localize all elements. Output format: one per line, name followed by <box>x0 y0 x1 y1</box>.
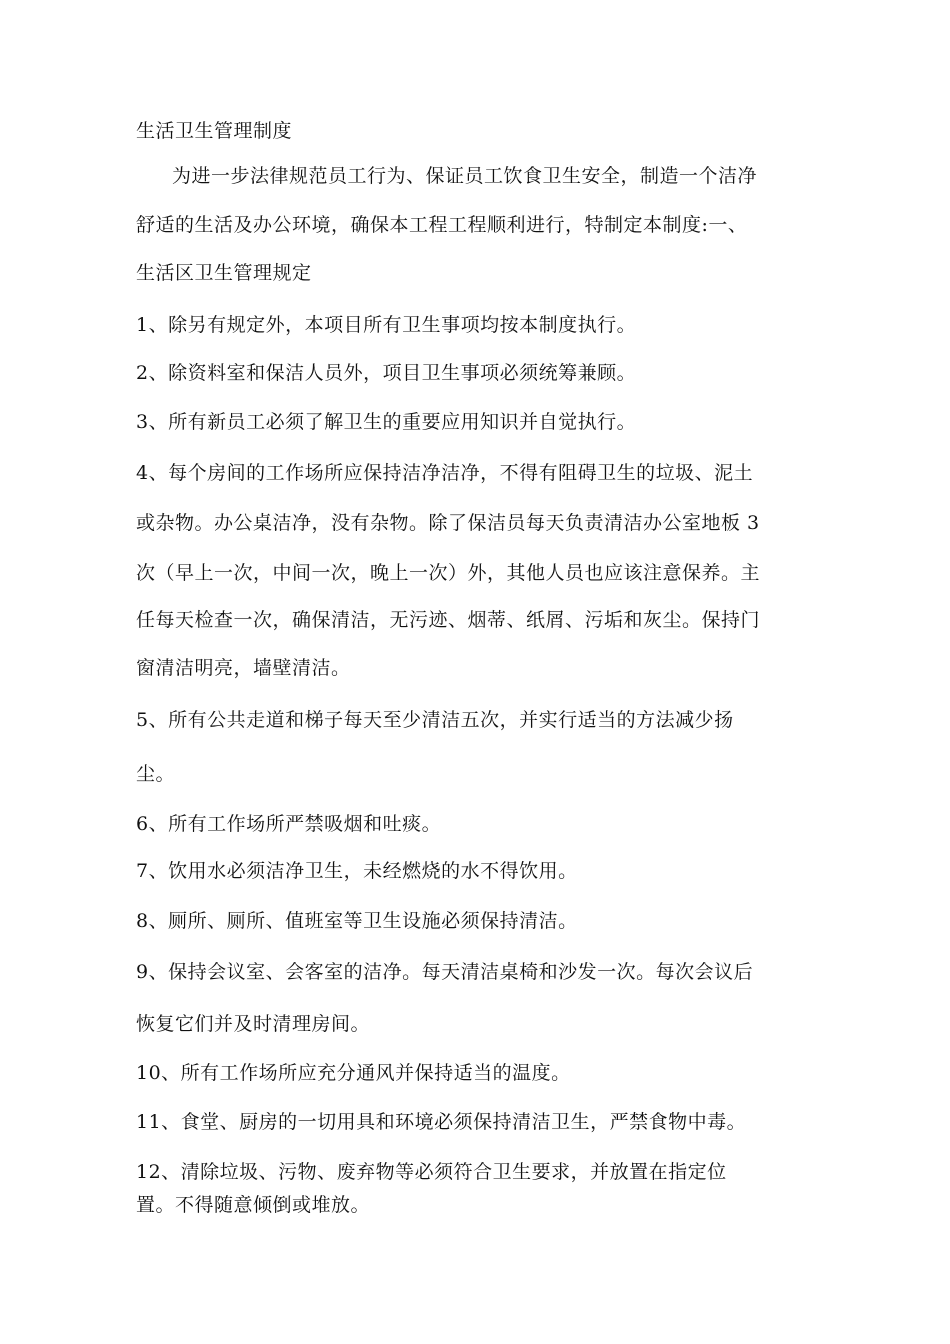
rule-item-5-line: 尘。 <box>136 763 176 785</box>
rule-item-4: 4、每个房间的工作场所应保持洁净洁净，不得有阻碍卫生的垃圾、泥土 <box>136 462 754 484</box>
rule-item-5: 5、所有公共走道和梯子每天至少清洁五次，并实行适当的方法减少扬 <box>136 709 734 731</box>
rule-item-2: 2、除资料室和保洁人员外，项目卫生事项必须统筹兼顾。 <box>136 362 637 384</box>
document-title: 生活卫生管理制度 <box>136 120 293 142</box>
rule-item-4-line: 任每天检查一次，确保清洁，无污迹、烟蒂、纸屑、污垢和灰尘。保持门 <box>136 609 761 631</box>
rule-item-4-line: 次（早上一次，中间一次，晚上一次）外，其他人员也应该注意保养。主 <box>136 562 761 584</box>
rule-item-8: 8、厕所、厕所、值班室等卫生设施必须保持清洁。 <box>136 910 578 932</box>
rule-item-3: 3、所有新员工必须了解卫生的重要应用知识并自觉执行。 <box>136 411 637 433</box>
rule-item-12: 12、清除垃圾、污物、废弃物等必须符合卫生要求，并放置在指定位 <box>136 1161 727 1183</box>
paragraph-line: 舒适的生活及办公环境，确保本工程工程顺利进行，特制定本制度:一、 <box>136 214 748 236</box>
rule-item-4-line: 或杂物。办公桌洁净，没有杂物。除了保洁员每天负责清洁办公室地板 3 <box>136 512 760 534</box>
rule-item-6: 6、所有工作场所严禁吸烟和吐痰。 <box>136 813 442 835</box>
rule-item-9: 9、保持会议室、会客室的洁净。每天清洁桌椅和沙发一次。每次会议后 <box>136 961 754 983</box>
rule-item-1: 1、除另有规定外，本项目所有卫生事项均按本制度执行。 <box>136 314 637 336</box>
rule-item-11: 11、食堂、厨房的一切用具和环境必须保持清洁卫生，严禁食物中毒。 <box>136 1111 747 1133</box>
rule-item-12-line: 置。不得随意倾倒或堆放。 <box>136 1194 371 1216</box>
section-heading: 生活区卫生管理规定 <box>136 262 312 284</box>
rule-item-7: 7、饮用水必须洁净卫生，未经燃烧的水不得饮用。 <box>136 860 578 882</box>
rule-item-10: 10、所有工作场所应充分通风并保持适当的温度。 <box>136 1062 571 1084</box>
rule-item-4-line: 窗清洁明亮，墙壁清洁。 <box>136 657 351 679</box>
paragraph-line: 为进一步法律规范员工行为、保证员工饮食卫生安全，制造一个洁净 <box>172 165 758 187</box>
rule-item-9-line: 恢复它们并及时清理房间。 <box>136 1013 371 1035</box>
